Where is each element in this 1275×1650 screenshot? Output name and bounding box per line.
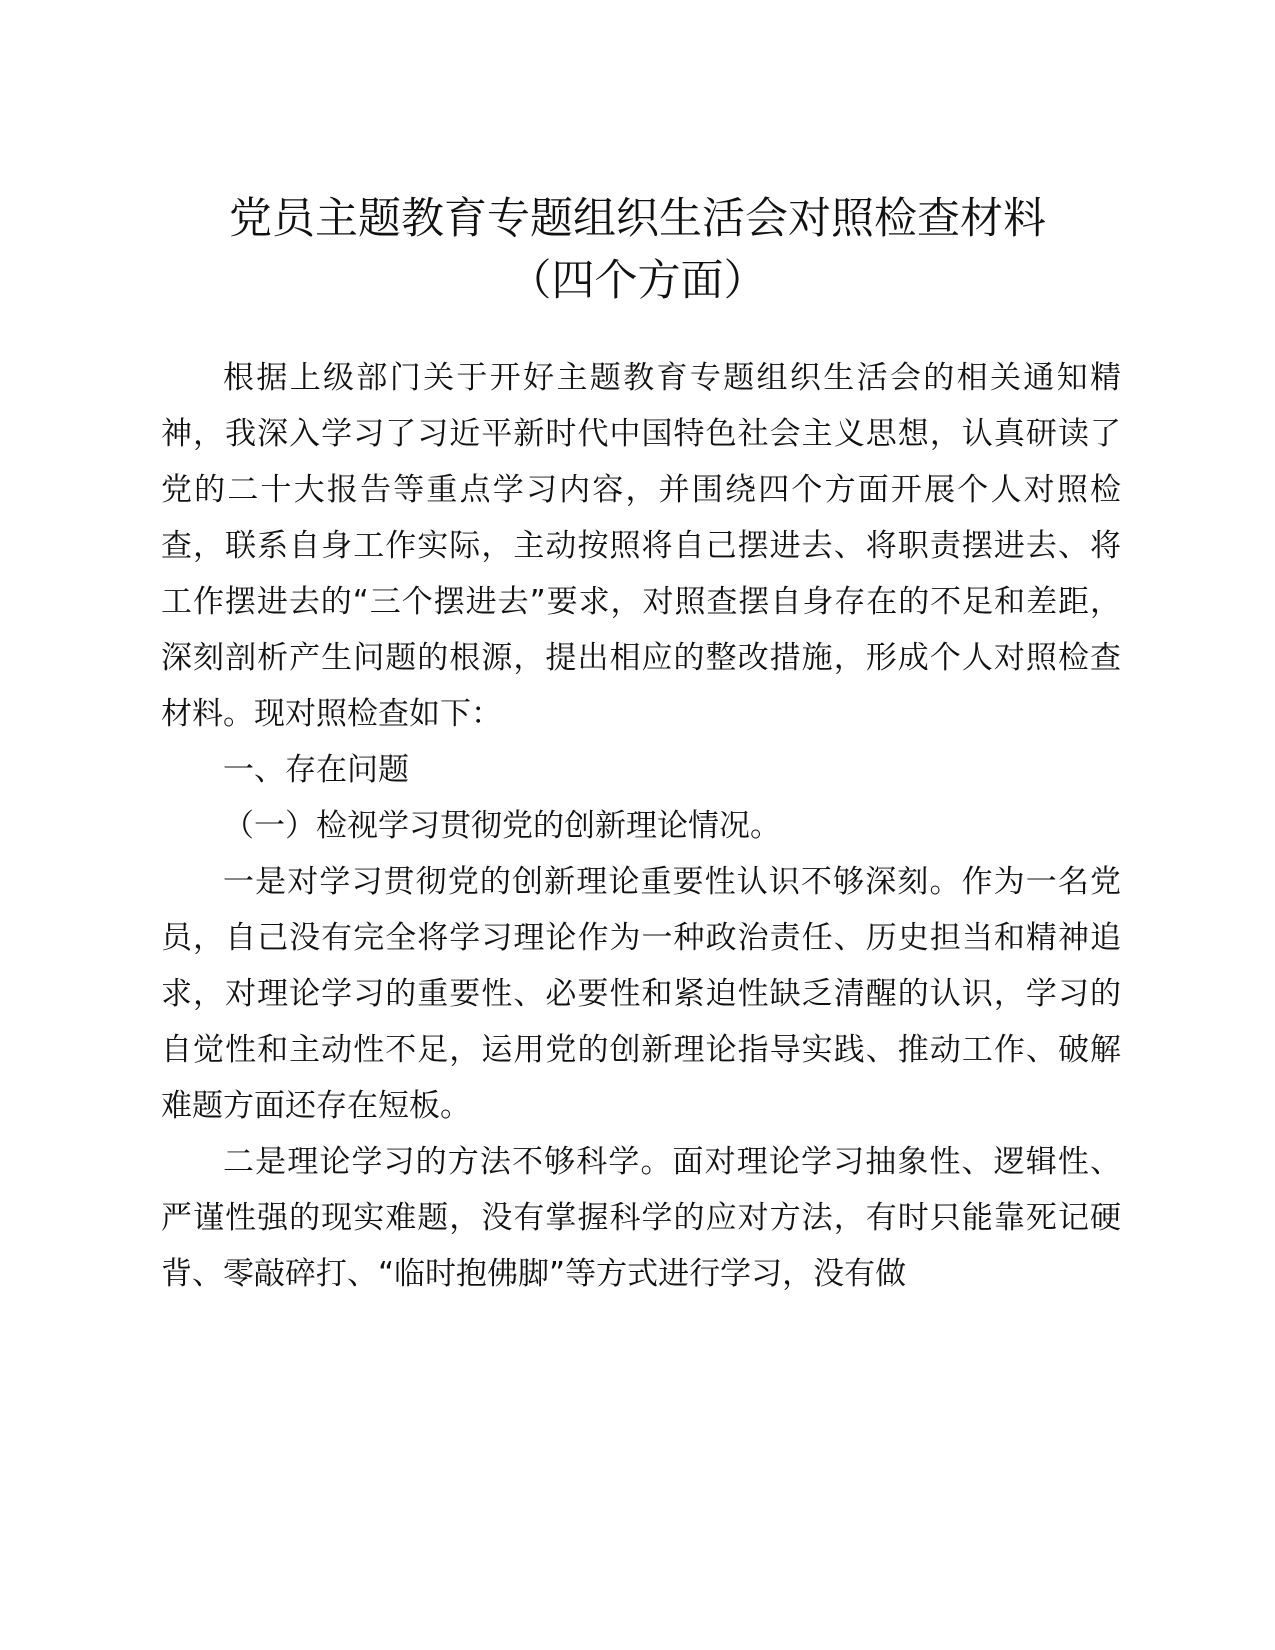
document-subtitle: （四个方面） — [508, 256, 767, 306]
section-heading: 一、存在问题 — [223, 752, 409, 788]
intro-paragraph: 根据上级部门关于开好主题教育专题组织生活会的相关通知精神，我深入学习了习近平新时代中国特色社会主义思想，认真研读了党的二十大报告等重点学习内容，并围绕四个方面开展个人对照检查，联系自身工作实际，主动按照将自己摆进去、将职责摆进去、将工作摆进去的“三个摆进去”要求，对照查摆自身存在的不足和差距，深刻剖析产生问题的根源，提出相应的整改措施，形成个人对照检查材料。现对照检查如下： — [161, 360, 1121, 732]
subsection-heading: （一）检视学习贯彻党的创新理论情况。 — [223, 808, 781, 844]
body-paragraph-1: 一是对学习贯彻党的创新理论重要性认识不够深刻。作为一名党员，自己没有完全将学习理论作为一种政治责任、历史担当和精神追求，对理论学习的重要性、必要性和紧迫性缺乏清醒的认识，学习的自觉性和主动性不足，运用党的创新理论指导实践、推动工作、破解难题方面还存在短板。 — [161, 864, 1121, 1124]
body-paragraph-2: 二是理论学习的方法不够科学。面对理论学习抽象性、逻辑性、严谨性强的现实难题，没有掌握科学的应对方法，有时只能靠死记硬背、零敲碎打、“临时抱佛脚”等方式进行学习，没有做 — [161, 1144, 1121, 1292]
document-body — [161, 350, 1121, 1302]
document-title: 党员主题教育专题组织生活会对照检查材料 — [229, 194, 1046, 244]
title-block — [160, 188, 1115, 312]
